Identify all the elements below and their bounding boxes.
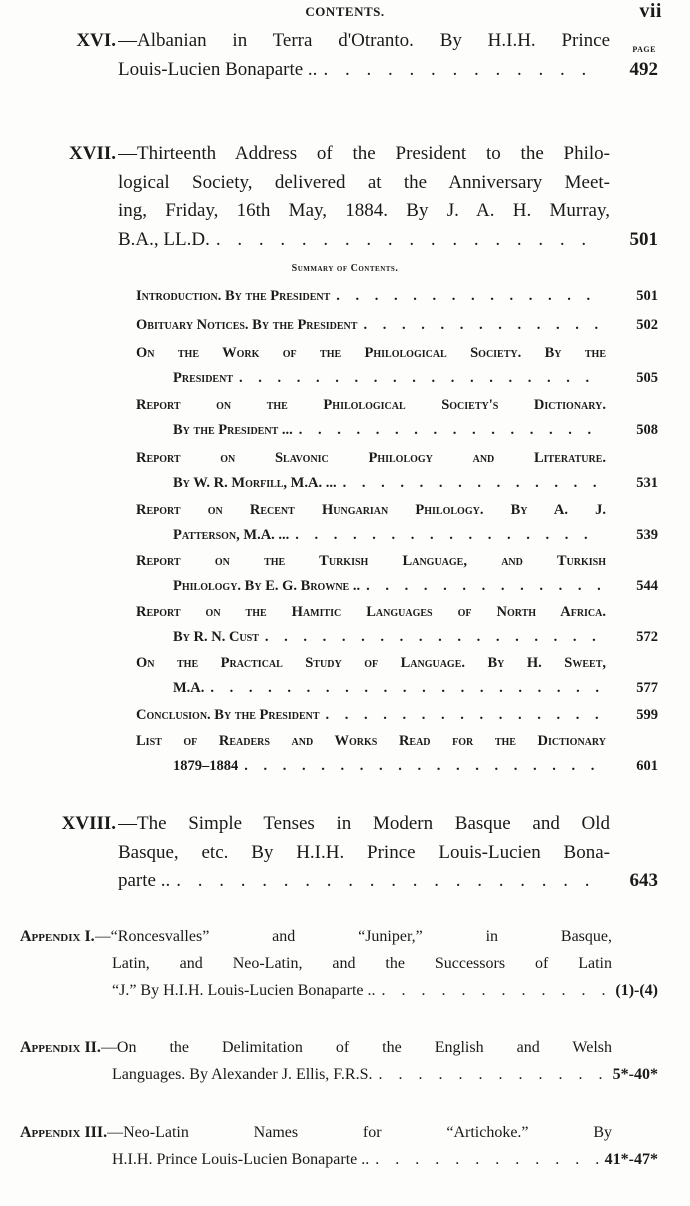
entry-text-line: Conclusion. By the President [136, 707, 320, 723]
entry-text-line: parte .. [118, 870, 171, 891]
entry-text-line: Report on the Turkish Language, and Turkish [136, 553, 606, 569]
page-ref: 531 [636, 475, 658, 491]
dot-leader [366, 578, 600, 595]
entry-text-line: Report on Recent Hungarian Philology. By A. J. [136, 502, 606, 518]
entry-text-line: Obituary Notices. By the President [136, 317, 358, 333]
running-header-title: CONTENTS. [305, 4, 385, 19]
page-ref: 501 [636, 288, 658, 304]
dot-leader [295, 527, 600, 544]
page-ref: 643 [629, 870, 658, 891]
entry-text-line: B.A., LL.D. [118, 228, 210, 250]
entry-number: Appendix III. [20, 1124, 108, 1141]
dot-leader [375, 1151, 606, 1169]
entry-number: Appendix II. [20, 1039, 101, 1056]
entry-text-line: By R. N. Cust [173, 629, 259, 645]
entry-text-line: —On the Delimitation of the English and Welsh [100, 1039, 612, 1056]
page-ref: 505 [636, 370, 658, 386]
entry-text-line: Philology. By E. G. Browne .. [173, 578, 361, 594]
entry-text-line: —Albanian in Terra d'Otranto. By H.I.H. Prince [118, 30, 610, 51]
entry-text-line: —Thirteenth Address of the President to the Philo- [118, 143, 610, 164]
entry-text-line: Report on the Hamitic Languages of North Africa. [136, 604, 606, 620]
page-ref: 601 [636, 758, 658, 774]
page-ref: 572 [636, 629, 658, 645]
dot-leader [343, 475, 600, 492]
page-ref: 599 [636, 707, 658, 723]
entry-text-line: —Neo-Latin Names for “Artichoke.” By [107, 1124, 612, 1141]
entry-text-line: On the Practical Study of Language. By H. Sweet, [136, 655, 606, 671]
page-ref: 577 [636, 680, 658, 696]
dot-leader [265, 629, 600, 646]
page-number: vii [639, 0, 662, 22]
entry-text-line: “J.” By H.I.H. Louis-Lucien Bonaparte .. [112, 982, 376, 999]
page-ref: 41*-47* [604, 1151, 658, 1168]
entry-text-line: logical Society, delivered at the Anniversary Meet- [118, 171, 610, 193]
dot-leader [381, 982, 606, 1000]
dot-leader [326, 707, 600, 724]
entry-text-line: —The Simple Tenses in Modern Basque and Old [118, 813, 610, 834]
dot-leader [210, 680, 600, 697]
entry-text-line: Basque, etc. By H.I.H. Prince Louis-Lucien Bona- [118, 841, 610, 863]
dot-leader [378, 1066, 606, 1084]
entry-text-line: On the Work of the Philological Society. By the [136, 345, 606, 361]
dot-leader [323, 59, 604, 81]
entry-text-line: List of Readers and Works Read for the Dictionary [136, 733, 606, 749]
entry-number: Appendix I. [20, 928, 95, 945]
page-ref: 492 [629, 58, 658, 80]
entry-text-line: 1879–1884 [173, 758, 239, 774]
page-ref: 508 [636, 422, 658, 438]
entry-text-line: By the President ... [173, 422, 293, 438]
dot-leader [176, 870, 604, 892]
dot-leader [244, 758, 600, 775]
entry-text-line: H.I.H. Prince Louis-Lucien Bonaparte .. [112, 1151, 370, 1168]
entry-text-line: By W. R. Morfill, M.A. ... [173, 475, 337, 491]
entry-text-line: Report on Slavonic Philology and Literature. [136, 450, 606, 466]
dot-leader [216, 229, 604, 251]
dot-leader [336, 288, 600, 305]
page-ref: 5*-40* [612, 1066, 658, 1083]
entry-number: XVIII. [61, 813, 116, 834]
entry-text-line: Introduction. By the President [136, 288, 331, 304]
entry-text-line: Report on the Philological Society's Dictionary. [136, 397, 606, 413]
entry-text-line: Languages. By Alexander J. Ellis, F.R.S. [112, 1066, 373, 1083]
dot-leader [239, 370, 600, 387]
page-ref: 502 [636, 317, 658, 333]
entry-number: XVI. [76, 30, 116, 51]
page-ref: 501 [629, 228, 658, 250]
entry-text-line: —“Roncesvalles” and “Juniper,” in Basque, [94, 928, 612, 945]
entry-text-line: M.A. [173, 680, 205, 696]
dot-leader [363, 317, 600, 334]
entry-text-line: ing, Friday, 16th May, 1884. By J. A. H. Murray, [118, 200, 610, 221]
dot-leader [299, 422, 600, 439]
page-ref: (1)-(4) [615, 982, 658, 999]
page-column-label: PAGE [632, 45, 656, 54]
entry-text-line: Latin, and Neo-Latin, and the Successors of Latin [112, 955, 612, 972]
entry-text-line: Louis-Lucien Bonaparte .. [118, 58, 318, 80]
entry-number: XVII. [69, 143, 116, 164]
page-ref: 544 [636, 578, 658, 594]
summary-heading: Summary of Contents. [291, 263, 399, 274]
entry-text-line: President [173, 370, 233, 386]
page-ref: 539 [636, 527, 658, 543]
entry-text-line: Patterson, M.A. ... [173, 527, 290, 543]
